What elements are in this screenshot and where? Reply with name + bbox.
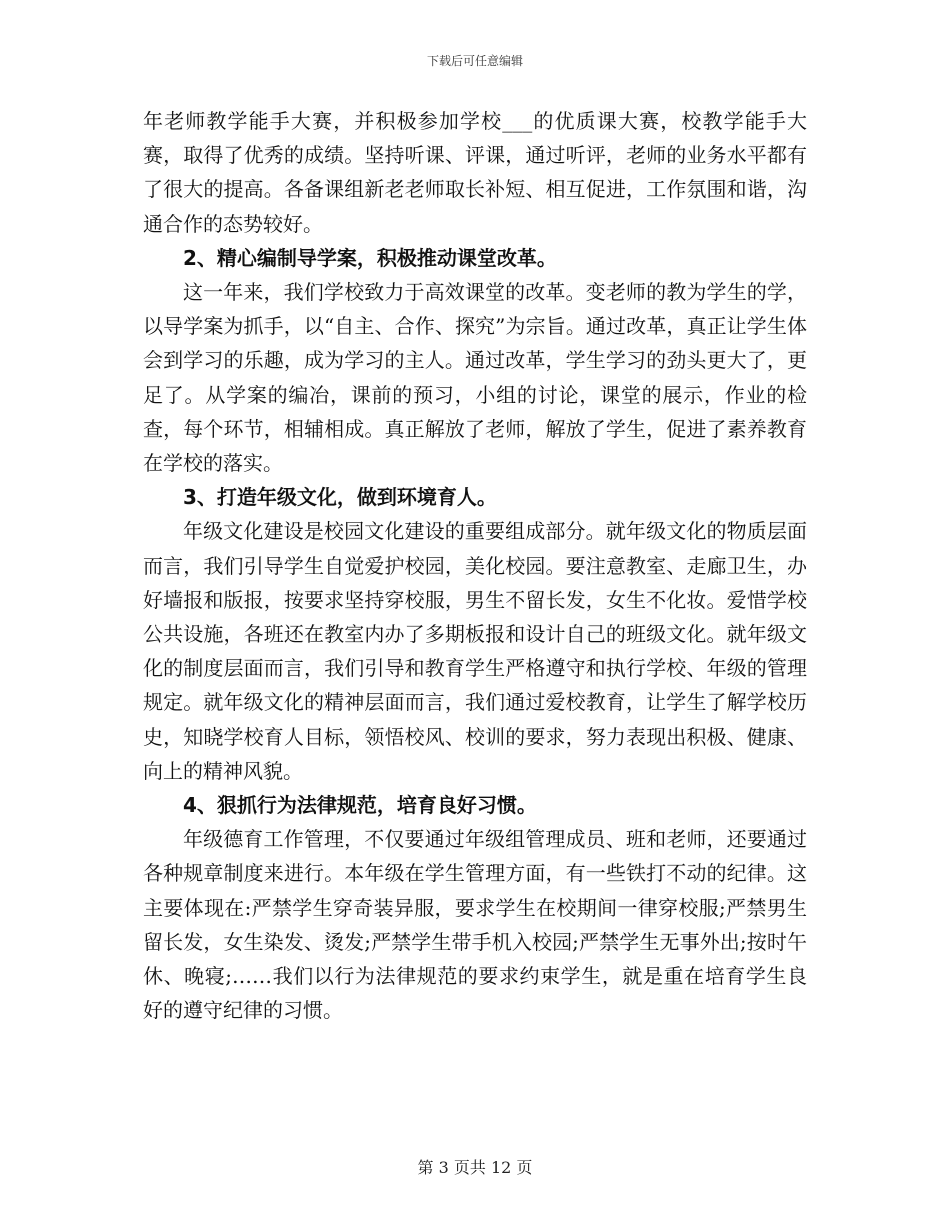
section-heading-3: 3、打造年级文化，做到环境育人。: [183, 485, 497, 510]
section-heading-2: 2、精心编制导学案，积极推动课堂改革。: [183, 245, 557, 270]
paragraph: 这一年来，我们学校致力于高效课堂的改革。变老师的教为学生的学，以导学案为抓手，以“自主、合作、探究”为宗旨。通过改革，真正让学生体会到学习的乐趣，成为学习的主人。通过改革，学生学习的劲头更大了，更足了。从学案的编冶，课前的预习，小组的讨论，课堂的展示，作业的检查，每个环节，相辅相成。真正解放了老师，解放了学生，促进了素养教育在学校的落实。: [143, 280, 807, 476]
section-heading-4: 4、狠抓行为法律规范，培育良好习惯。: [183, 793, 537, 818]
document-body: [143, 104, 807, 1027]
paragraph-continued: 年老师教学能手大赛，并积极参加学校___的优质课大赛，校教学能手大赛，取得了优秀的成绩。坚持听课、评课，通过听评，老师的业务水平都有了很大的提高。各备课组新老老师取长补短、相互促进，工作氛围和谐，沟通合作的态势较好。: [143, 109, 807, 236]
paragraph: 年级文化建设是校园文化建设的重要组成部分。就年级文化的物质层面而言，我们引导学生自觉爱护校园，美化校园。要注意教室、走廊卫生，办好墙报和版报，按要求坚持穿校服，男生不留长发，女生不化妆。爱惜学校公共设施，各班还在教室内办了多期板报和设计自己的班级文化。就年级文化的制度层面而言，我们引导和教育学生严格遵守和执行学校、年级的管理规定。就年级文化的精神层面而言，我们通过爱校教育，让学生了解学校历史，知晓学校育人目标，领悟校风、校训的要求，努力表现出积极、健康、向上的精神风貌。: [143, 519, 807, 783]
page-footer: 第 3 页共 12 页: [417, 1158, 533, 1177]
page-header: 下载后可任意编辑: [426, 54, 523, 68]
paragraph: 年级德育工作管理，不仅要通过年级组管理成员、班和老师，还要通过各种规章制度来进行。本年级在学生管理方面，有一些铁打不动的纪律。这主要体现在:严禁学生穿奇装异服，要求学生在校期间一律穿校服;严禁男生留长发，女生染发、烫发;严禁学生带手机入校园;严禁学生无事外出;按时午休、晚寝;……我们以行为法律规范的要求约束学生，就是重在培育学生良好的遵守纪律的习惯。: [143, 827, 807, 1023]
